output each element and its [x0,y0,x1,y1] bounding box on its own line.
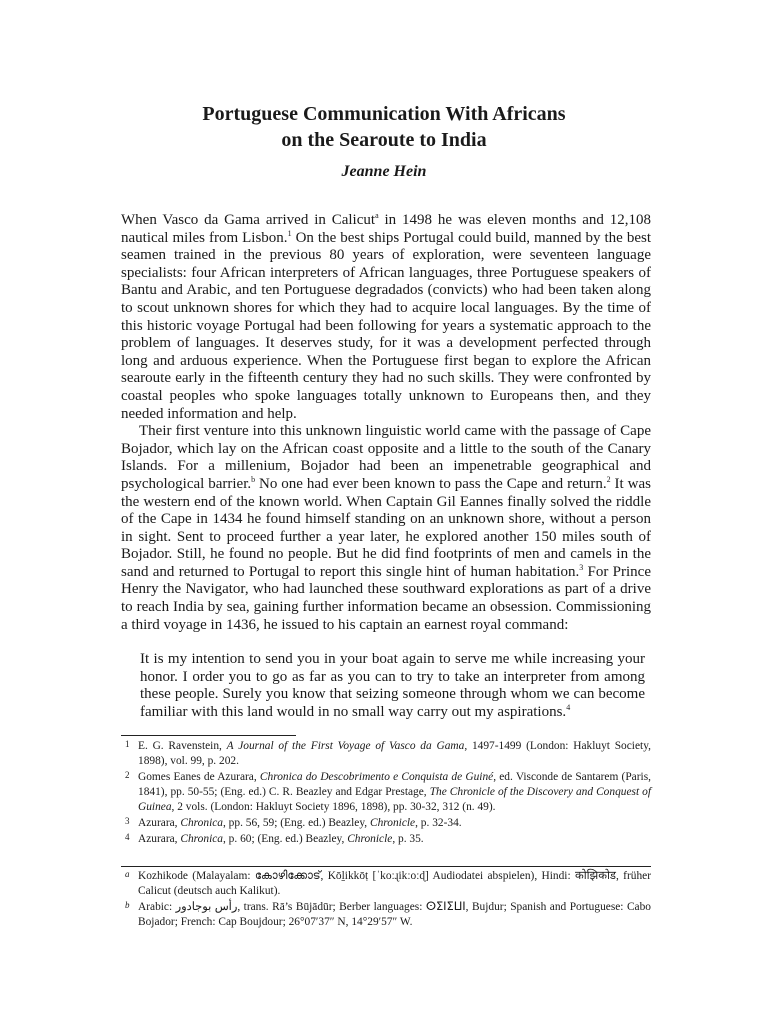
body-text [121,212,651,634]
footnote-divider [121,735,296,736]
paper-title [0,101,768,153]
footnote-1: 1 E. G. Ravenstein, A Journal of the First Voyage of Vasco da Gama, 1497-1499 (London: Hakluyt Society, 1898), vol. 99, p. 202. [125,739,651,767]
editor-notes-divider [121,866,651,867]
footnote-2: 2 Gomes Eanes de Azurara, Chronica do Descobrimento e Conquista de Guiné, ed. Visconde de Santarem (Paris, 1841), pp. 50-55; (Eng. ed.) C. R. Beazley and Edgar Prestage, The Chronicle of the Discovery and Conquest of Guinea, 2 vols. (London: Hakluyt Society 1896, 1898), pp. 30-32, 312 (n. 49). [125,770,651,813]
footnote-ref-1[interactable]: 1 [287,228,292,238]
title-line-2: on the Searoute to India [281,129,487,151]
note-mark-a[interactable]: a [375,211,379,220]
editor-note-a: a Kozhikode (Malayalam: കോഴിക്കോട്, Kōḻikkōṭ [ˈkoːɻikːoːɖ] Audiodatei abspielen), Hindi: कोझिकोड, früher Calicut (deutsch auch Kalikut). [125,869,651,897]
editor-notes [121,869,651,931]
note-mark-b[interactable]: b [251,474,256,484]
editor-note-b: b Arabic: رأس بوجادور, trans. Rā’s Būjādūr; Berber languages: ⵙⵉⵏⵉⵡⵏ, Bujdur; Spanish and Portuguese: Cabo Bojador; French: Cap Boujdour; 26°07′37″ N, 14°29′57″ W. [125,900,651,928]
paragraph-2: Their first venture into this unknown linguistic world came with the passage of Cape Bojador, which lay on the African coast opposite and a little to the south of the Canary Islands. For a millenium, Bojador had been an impenetrable geographical and psychological barrier.$^b$ No one had ever been known to pass the Cape and return.$^2$ It was the western end of the known world. When Captain Gil Eannes finally solved the riddle of the Cape in 1434 he found himself standing on an unknown shore, without a person in sight. Sent to proceed further a year later, he explored another 150 miles south of Bojador. Still, he found no people. But he did find footprints of men and camels in the sand and returned to Portugal to report this single hint of human habitation.$^3$ For Prince Henry the Navigator, who had launched these southward explorations as part of a drive to reach India by sea, gaining further information became an obsession. Commissioning a third voyage in 1436, he issued to his captain an earnest royal command: [121,423,651,633]
paragraph-1: When Vasco da Gama arrived in Calicut$^a$ in 1498 he was eleven months and 12,108 nautical miles from Lisbon.$^1$ On the best ships Portugal could build, manned by the best seamen trained in the previous 80 years of exploration, were seventeen language specialists: four African interpreters of African languages, three Portuguese speakers of Bantu and Arabic, and ten Portuguese degradados (convicts) who had been taken along to scout unknown shores for which they had to acquire local languages. By the time of this historic voyage Portugal had been following for years a systematic approach to the problem of languages. It deserves study, for it was a development perfected through long and arduous experience. When the Portuguese first began to explore the African searoute early in the fifteenth century they had no such skills. They were confronted by coastal peoples who spoke languages totally unknown to Europeans then, and they needed information and help. [121,211,651,422]
footnotes [121,739,651,848]
title-line-1: Portuguese Communication With Africans [202,103,566,125]
footnote-4: 4 Azurara, Chronica, p. 60; (Eng. ed.) Beazley, Chronicle, p. 35. [125,832,424,845]
footnote-ref-2[interactable]: 2 [606,474,611,484]
block-quote: It is my intention to send you in your boat again to serve me while increasing your honor. I order you to go as far as you can to try to take an interpreter from among these people. Surely you know that seizing someone through whom we can become familiar with this land would in no small way carry out my aspirations.$^4$ [140,651,645,720]
footnote-3: 3 Azurara, Chronica, pp. 56, 59; (Eng. ed.) Beazley, Chronicle, p. 32-34. [125,816,462,829]
footnote-ref-3[interactable]: 3 [579,562,584,572]
author-name: Jeanne Hein [341,163,427,180]
footnote-ref-4[interactable]: 4 [566,702,571,712]
